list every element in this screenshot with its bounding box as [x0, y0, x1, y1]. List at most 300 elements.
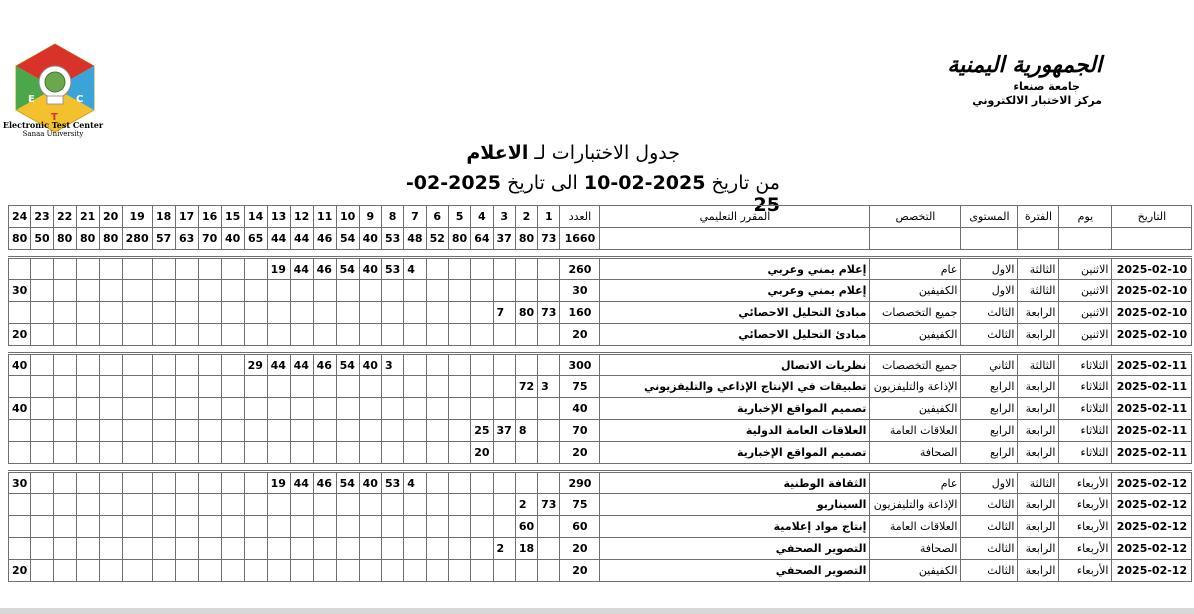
cell-hall-5: [448, 280, 470, 302]
table-row: [9, 494, 1192, 516]
cell-hall-2: [515, 354, 537, 376]
cell-hall-24: [9, 442, 31, 464]
cell-hall-24: [9, 420, 31, 442]
cell-hall-21: [76, 280, 99, 302]
cell-hall-22: [53, 420, 76, 442]
cell-hall-15: [221, 442, 244, 464]
cell-hall-16: [198, 560, 221, 582]
cell-hall-15: [221, 472, 244, 494]
cell-hall-18: [152, 494, 175, 516]
cell-course: العلاقات العامة الدولية: [600, 420, 870, 442]
cell-count: 40: [560, 398, 600, 420]
cell-hall-15: [221, 560, 244, 582]
cell-course: الثقافة الوطنية: [600, 472, 870, 494]
cell-hall-4: [471, 258, 493, 280]
cell-hall-18: [152, 324, 175, 346]
cell-hall-23: [31, 398, 53, 420]
table-row: [9, 324, 1192, 346]
cell-hall-7: 4: [404, 258, 426, 280]
table-row: [9, 280, 1192, 302]
cell-period: الرابعة: [1018, 398, 1059, 420]
cell-hall-14: [244, 398, 267, 420]
table-row: [9, 420, 1192, 442]
cell-date: 2025-02-12: [1112, 472, 1192, 494]
cell-hall-17: [175, 516, 198, 538]
header-specialization: التخصص: [870, 206, 961, 228]
cell-hall-21: [76, 538, 99, 560]
cell-hall-5: [448, 398, 470, 420]
cell-hall-3: [493, 442, 515, 464]
cell-hall-11: [313, 398, 336, 420]
cell-course: التصوير الصحفي: [600, 538, 870, 560]
cell-day: الأربعاء: [1059, 472, 1112, 494]
cell-hall-12: 44: [290, 258, 313, 280]
cell-date: 2025-02-11: [1112, 354, 1192, 376]
cell-hall-11: [313, 560, 336, 582]
cell-hall-8: [381, 376, 403, 398]
header-hall-3: 3: [493, 206, 515, 228]
cell-hall-7: [404, 560, 426, 582]
capacity-hall-2: 80: [515, 228, 537, 250]
cell-level: الثالث: [961, 560, 1018, 582]
cell-hall-22: [53, 280, 76, 302]
cell-hall-12: [290, 516, 313, 538]
header-hall-12: 12: [290, 206, 313, 228]
cell-hall-21: [76, 442, 99, 464]
cell-level: الرابع: [961, 376, 1018, 398]
cell-hall-10: [336, 560, 359, 582]
cell-period: الرابعة: [1018, 516, 1059, 538]
cell-hall-19: [122, 560, 152, 582]
cell-hall-22: [53, 538, 76, 560]
cell-hall-24: [9, 302, 31, 324]
cell-level: الاول: [961, 472, 1018, 494]
header-hall-9: 9: [359, 206, 381, 228]
cell-day: الاثنين: [1059, 258, 1112, 280]
cell-day: الاثنين: [1059, 280, 1112, 302]
cell-hall-12: [290, 560, 313, 582]
cell-hall-23: [31, 376, 53, 398]
capacity-hall-4: 64: [471, 228, 493, 250]
cell-hall-3: [493, 494, 515, 516]
capacity-hall-19: 280: [122, 228, 152, 250]
cell-count: 20: [560, 442, 600, 464]
cell-hall-4: [471, 398, 493, 420]
cell-count: 20: [560, 538, 600, 560]
cell-hall-8: [381, 420, 403, 442]
cell-hall-18: [152, 302, 175, 324]
cell-hall-15: [221, 354, 244, 376]
cell-hall-1: [538, 280, 560, 302]
cell-hall-6: [426, 258, 448, 280]
cell-hall-8: [381, 538, 403, 560]
cell-specialization: الصحافة: [870, 538, 961, 560]
cell-period: الرابعة: [1018, 302, 1059, 324]
cell-hall-1: [538, 516, 560, 538]
header-date: التاريخ: [1112, 206, 1192, 228]
center-name: مركز الاختبار الالكتروني: [972, 94, 1102, 107]
cell-day: الثلاثاء: [1059, 376, 1112, 398]
cell-hall-14: [244, 472, 267, 494]
cell-hall-6: [426, 538, 448, 560]
cell-hall-7: [404, 494, 426, 516]
cell-hall-10: 54: [336, 258, 359, 280]
cell-period: الثالثة: [1018, 472, 1059, 494]
capacity-blank: [870, 228, 961, 250]
cell-count: 60: [560, 516, 600, 538]
cell-hall-9: [359, 280, 381, 302]
header-hall-24: 24: [9, 206, 31, 228]
cell-hall-9: [359, 560, 381, 582]
cell-period: الرابعة: [1018, 538, 1059, 560]
cell-hall-9: 40: [359, 472, 381, 494]
cell-specialization: الكفيفين: [870, 560, 961, 582]
logo-letter-t: T: [51, 112, 58, 123]
cell-course: إنتاج مواد إعلامية: [600, 516, 870, 538]
capacity-hall-5: 80: [448, 228, 470, 250]
cell-course: التصوير الصحفي: [600, 560, 870, 582]
cell-hall-18: [152, 442, 175, 464]
cell-hall-24: 40: [9, 398, 31, 420]
cell-hall-13: [267, 376, 290, 398]
logo-letter-e: E: [28, 94, 35, 105]
header-hall-6: 6: [426, 206, 448, 228]
cell-hall-21: [76, 354, 99, 376]
header-course: المقرر التعليمي: [600, 206, 870, 228]
cell-hall-20: [99, 376, 122, 398]
cell-hall-20: [99, 398, 122, 420]
cell-hall-19: [122, 258, 152, 280]
header-hall-20: 20: [99, 206, 122, 228]
cell-hall-4: 25: [471, 420, 493, 442]
from-date: 2025-02-10: [583, 172, 706, 194]
capacity-hall-17: 63: [175, 228, 198, 250]
cell-hall-17: [175, 494, 198, 516]
capacity-hall-12: 44: [290, 228, 313, 250]
cell-hall-7: [404, 280, 426, 302]
capacity-hall-16: 70: [198, 228, 221, 250]
group-gap: [9, 346, 1192, 354]
cell-hall-11: 46: [313, 472, 336, 494]
cell-specialization: الكفيفين: [870, 280, 961, 302]
cell-hall-10: [336, 516, 359, 538]
cell-period: الرابعة: [1018, 324, 1059, 346]
cell-hall-7: 4: [404, 472, 426, 494]
cell-hall-1: [538, 420, 560, 442]
cell-hall-16: [198, 398, 221, 420]
cell-hall-5: [448, 472, 470, 494]
cell-hall-10: [336, 538, 359, 560]
cell-specialization: جميع التخصصات: [870, 302, 961, 324]
cell-hall-12: 44: [290, 472, 313, 494]
cell-day: الأربعاء: [1059, 516, 1112, 538]
cell-hall-4: [471, 560, 493, 582]
header-hall-8: 8: [381, 206, 403, 228]
cell-hall-4: 20: [471, 442, 493, 464]
cell-hall-20: [99, 442, 122, 464]
cell-count: 20: [560, 324, 600, 346]
cell-course: مبادئ التحليل الاحصائي: [600, 324, 870, 346]
capacity-hall-11: 46: [313, 228, 336, 250]
cell-hall-18: [152, 560, 175, 582]
cell-hall-22: [53, 516, 76, 538]
cell-hall-14: [244, 280, 267, 302]
cell-hall-2: [515, 280, 537, 302]
cell-hall-12: [290, 280, 313, 302]
cell-hall-5: [448, 302, 470, 324]
cell-hall-10: [336, 324, 359, 346]
cell-hall-15: [221, 398, 244, 420]
capacity-hall-21: 80: [76, 228, 99, 250]
logo-subtext: Sanaa University: [22, 130, 84, 138]
capacity-hall-22: 80: [53, 228, 76, 250]
cell-hall-13: [267, 398, 290, 420]
to-date: 2025-02-25: [405, 172, 780, 216]
header-hall-15: 15: [221, 206, 244, 228]
cell-hall-19: [122, 442, 152, 464]
cell-hall-13: 19: [267, 472, 290, 494]
header-hall-17: 17: [175, 206, 198, 228]
cell-hall-13: [267, 442, 290, 464]
cell-count: 70: [560, 420, 600, 442]
cell-hall-16: [198, 280, 221, 302]
cell-hall-19: [122, 302, 152, 324]
capacity-blank: [1059, 228, 1112, 250]
cell-hall-12: [290, 302, 313, 324]
cell-specialization: عام: [870, 258, 961, 280]
cell-hall-17: [175, 354, 198, 376]
cell-hall-8: 3: [381, 354, 403, 376]
cell-date: 2025-02-11: [1112, 376, 1192, 398]
cell-count: 160: [560, 302, 600, 324]
cell-hall-20: [99, 494, 122, 516]
header-hall-23: 23: [31, 206, 53, 228]
cell-hall-10: [336, 420, 359, 442]
cell-hall-18: [152, 354, 175, 376]
cell-specialization: جميع التخصصات: [870, 354, 961, 376]
cell-hall-6: [426, 398, 448, 420]
capacity-blank: [1112, 228, 1192, 250]
table-row: [9, 560, 1192, 582]
header-hall-1: 1: [538, 206, 560, 228]
header-hall-22: 22: [53, 206, 76, 228]
cell-hall-23: [31, 516, 53, 538]
cell-hall-19: [122, 354, 152, 376]
cell-hall-16: [198, 538, 221, 560]
cell-hall-24: [9, 376, 31, 398]
cell-hall-14: [244, 302, 267, 324]
cell-hall-10: [336, 398, 359, 420]
cell-hall-8: [381, 324, 403, 346]
cell-hall-5: [448, 538, 470, 560]
cell-hall-3: [493, 472, 515, 494]
cell-day: الأربعاء: [1059, 560, 1112, 582]
cell-hall-16: [198, 302, 221, 324]
cell-level: الاول: [961, 280, 1018, 302]
cell-hall-6: [426, 354, 448, 376]
cell-level: الرابع: [961, 442, 1018, 464]
cell-hall-9: 40: [359, 354, 381, 376]
cell-course: تصميم المواقع الإخبارية: [600, 398, 870, 420]
cell-hall-11: 46: [313, 258, 336, 280]
cell-date: 2025-02-12: [1112, 494, 1192, 516]
capacity-row: [9, 228, 1192, 250]
capacity-hall-18: 57: [152, 228, 175, 250]
header-hall-10: 10: [336, 206, 359, 228]
cell-specialization: الكفيفين: [870, 324, 961, 346]
cell-hall-2: 72: [515, 376, 537, 398]
cell-hall-11: [313, 280, 336, 302]
cell-count: 300: [560, 354, 600, 376]
capacity-hall-9: 40: [359, 228, 381, 250]
table-row: [9, 472, 1192, 494]
cell-hall-18: [152, 516, 175, 538]
cell-hall-6: [426, 420, 448, 442]
logo-letter-c: C: [76, 94, 84, 105]
cell-hall-9: [359, 442, 381, 464]
cell-hall-7: [404, 398, 426, 420]
cell-hall-16: [198, 376, 221, 398]
cell-hall-19: [122, 324, 152, 346]
cell-hall-8: 53: [381, 258, 403, 280]
cell-hall-11: [313, 302, 336, 324]
cell-hall-13: [267, 538, 290, 560]
cell-hall-21: [76, 420, 99, 442]
capacity-hall-23: 50: [31, 228, 53, 250]
capacity-hall-15: 40: [221, 228, 244, 250]
cell-hall-4: [471, 354, 493, 376]
cell-hall-23: [31, 280, 53, 302]
cell-hall-13: [267, 560, 290, 582]
cell-hall-3: 7: [493, 302, 515, 324]
cell-date: 2025-02-12: [1112, 538, 1192, 560]
cell-count: 75: [560, 494, 600, 516]
cell-hall-21: [76, 324, 99, 346]
cell-hall-7: [404, 538, 426, 560]
table-row: [9, 376, 1192, 398]
cell-hall-14: 29: [244, 354, 267, 376]
cell-hall-2: [515, 472, 537, 494]
cell-count: 290: [560, 472, 600, 494]
cell-hall-23: [31, 324, 53, 346]
cell-hall-11: [313, 442, 336, 464]
gap-cell: [9, 346, 1192, 354]
cell-hall-23: [31, 472, 53, 494]
cell-hall-13: [267, 280, 290, 302]
cell-hall-2: [515, 398, 537, 420]
cell-hall-14: [244, 376, 267, 398]
cell-hall-1: [538, 258, 560, 280]
cell-hall-9: [359, 420, 381, 442]
cell-hall-1: [538, 560, 560, 582]
cell-date: 2025-02-10: [1112, 302, 1192, 324]
cell-hall-12: [290, 494, 313, 516]
cell-hall-11: [313, 494, 336, 516]
cell-hall-20: [99, 324, 122, 346]
cell-hall-7: [404, 516, 426, 538]
capacity-hall-24: 80: [9, 228, 31, 250]
cell-hall-11: [313, 516, 336, 538]
cell-hall-8: [381, 516, 403, 538]
capacity-hall-8: 53: [381, 228, 403, 250]
cell-hall-6: [426, 376, 448, 398]
cell-hall-8: [381, 560, 403, 582]
cell-hall-19: [122, 538, 152, 560]
cell-hall-9: [359, 398, 381, 420]
cell-hall-21: [76, 376, 99, 398]
cell-level: الرابع: [961, 398, 1018, 420]
table-row: [9, 516, 1192, 538]
cell-hall-22: [53, 376, 76, 398]
cell-hall-21: [76, 302, 99, 324]
cell-hall-13: [267, 516, 290, 538]
cell-hall-6: [426, 280, 448, 302]
to-label: الى تاريخ: [507, 172, 578, 194]
cell-hall-23: [31, 442, 53, 464]
cell-day: الثلاثاء: [1059, 442, 1112, 464]
cell-hall-22: [53, 560, 76, 582]
cell-hall-20: [99, 258, 122, 280]
cell-date: 2025-02-10: [1112, 258, 1192, 280]
cell-period: الثالثة: [1018, 280, 1059, 302]
cell-hall-23: [31, 258, 53, 280]
header-hall-4: 4: [471, 206, 493, 228]
from-label: من تاريخ: [711, 172, 780, 194]
cell-hall-23: [31, 354, 53, 376]
cell-hall-2: [515, 324, 537, 346]
cell-level: الثالث: [961, 324, 1018, 346]
cell-hall-22: [53, 324, 76, 346]
cell-level: الثالث: [961, 494, 1018, 516]
cell-hall-19: [122, 398, 152, 420]
cell-period: الرابعة: [1018, 420, 1059, 442]
header-row: [9, 206, 1192, 228]
capacity-hall-7: 48: [404, 228, 426, 250]
cell-hall-10: [336, 376, 359, 398]
cell-hall-20: [99, 302, 122, 324]
cell-hall-17: [175, 376, 198, 398]
cell-hall-19: [122, 420, 152, 442]
cell-hall-14: [244, 420, 267, 442]
cell-hall-14: [244, 258, 267, 280]
capacity-hall-13: 44: [267, 228, 290, 250]
cell-hall-16: [198, 516, 221, 538]
cell-hall-10: [336, 280, 359, 302]
cell-hall-4: [471, 302, 493, 324]
cell-hall-6: [426, 516, 448, 538]
cell-hall-7: [404, 442, 426, 464]
cell-hall-5: [448, 420, 470, 442]
cell-hall-22: [53, 302, 76, 324]
schedule-title: [380, 142, 680, 164]
cell-hall-23: [31, 494, 53, 516]
cell-count: 75: [560, 376, 600, 398]
cell-hall-7: [404, 420, 426, 442]
cell-hall-1: 73: [538, 494, 560, 516]
cell-hall-22: [53, 472, 76, 494]
cell-hall-18: [152, 472, 175, 494]
cell-hall-3: [493, 376, 515, 398]
header-count: العدد: [560, 206, 600, 228]
cell-hall-9: [359, 302, 381, 324]
cell-hall-10: 54: [336, 354, 359, 376]
cell-date: 2025-02-11: [1112, 442, 1192, 464]
cell-hall-5: [448, 442, 470, 464]
cell-hall-11: 46: [313, 354, 336, 376]
header-period: الفترة: [1018, 206, 1059, 228]
header-level: المستوى: [961, 206, 1018, 228]
cell-hall-14: [244, 494, 267, 516]
